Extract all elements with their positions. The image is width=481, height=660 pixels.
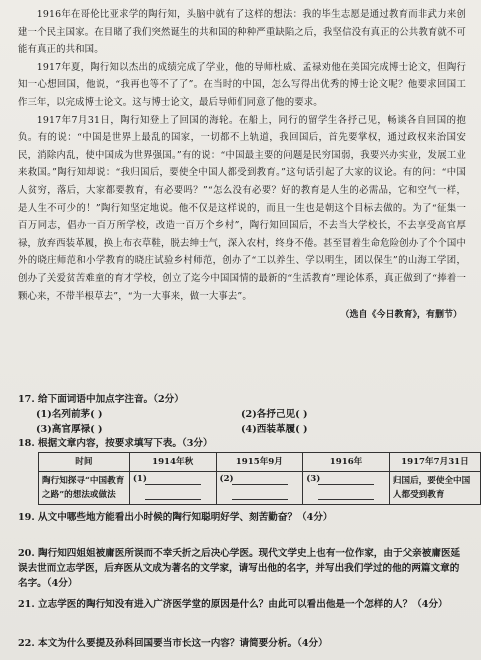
answer-cell-1-number: (1) bbox=[132, 474, 147, 484]
answer-blank-1b bbox=[145, 488, 201, 500]
passage-paragraph-1: 1916年在哥伦比亚求学的陶行知，头脑中就有了这样的想法：我的毕生志愿是通过教育而非武力来创建一个民主国家。在目睹了我们突然诞生的共和国的种种严重缺陷之后，我坚信没有真正的公共教育就不可能有真正的共和国。 bbox=[18, 9, 466, 56]
passage-paragraph-3: 1917年7月31日，陶行知登上了回国的海轮。在船上，同行的留学生各抒己见，畅谈各自回国的抱负。有的说：“中国是世界上最乱的国家，一切都不上轨道，我回国后，首先要掌权，通过政权来治国安民，消除内乱，使中国成为世界强国。”有的说：“中国最主要的问题是民穷国弱，我要兴办实业，发展工业来救国。”陶行知却说：“我归国后，要使全中国人都受到教育。”这句话引起了大家的议论。有的问：“中国人贫穷，落后，大家都要教育，有必要吗？”“怎么没有必要？好的教育是人生的必需品，它和空气一样，是人生不可少的！”陶行知坚定地说。他不仅是这样说的，而且一生也是朝这个目标去做的。为了“征集一百万同志，倡办一百万所学校，改造一百万个乡村”，陶行知回国后，不去当大学校长，不去享受高官厚禄，放弃西装革履，换上布衣草鞋，脱去绅士气，深入农村，终身不倦。甚至冒着生命危险创办了个个国中外的晓庄师范和小学教育的晓庄试验乡村师范，创办了“工以养生、学以明生，团以保生”的山海工学团，创办了关爱贫苦难童的育才学校，创立了迄今中国国情的最新的“生活教育”理论体系，真正做到了“捧着一颗心来，不带半根草去”，“为一大事来，做一大事去”。 bbox=[18, 114, 466, 302]
q18-table-row bbox=[39, 472, 481, 505]
q18-table bbox=[38, 452, 481, 505]
answer-cell-2-number: (2) bbox=[219, 474, 234, 484]
q17-option-1: (1)名列前茅( ) bbox=[36, 409, 103, 420]
passage-paragraph-2: 1917年夏，陶行知以杰出的成绩完成了学业，他的导师杜威、孟禄劝他在美国完成博士论文，但陶行知一心想回国，他说，“我再也等不了了”。在当时的中国，怎么写得出优秀的博士论文呢？他要求回国工作三年，以完成博士论文。这与博士论文，最后导师们同意了他的要求。 bbox=[18, 61, 466, 108]
question-21: 21. 立志学医的陶行知没有进入广济医学堂的原因是什么？由此可以看出他是一个怎样的人？（4分） bbox=[18, 599, 448, 610]
q17-option-4: (4)西装革履( ) bbox=[241, 424, 308, 435]
answer-blank-3a bbox=[318, 473, 374, 485]
answer-cell-1[interactable] bbox=[129, 472, 216, 505]
question-18-title: 18. 根据文章内容，按要求填写下表。（3分） bbox=[18, 438, 213, 449]
header-1914: 1914年秋 bbox=[129, 453, 216, 472]
answer-blank-2b bbox=[232, 488, 288, 500]
given-answer-cell: 归国后，要使全中国人都受到教育 bbox=[389, 472, 480, 505]
q17-option-2: (2)各抒己见( ) bbox=[241, 409, 308, 420]
reading-passage bbox=[18, 6, 466, 323]
question-17-options bbox=[36, 407, 456, 437]
answer-blank-3b bbox=[318, 488, 374, 500]
question-19: 19. 从文中哪些地方能看出小时候的陶行知聪明好学、刻苦勤奋？（4分） bbox=[18, 512, 333, 523]
header-time: 时间 bbox=[39, 453, 130, 472]
q17-option-3: (3)高官厚禄( ) bbox=[36, 424, 103, 435]
header-1917: 1917年7月31日 bbox=[389, 453, 480, 472]
answer-cell-2[interactable] bbox=[216, 472, 303, 505]
answer-cell-3-number: (3) bbox=[306, 474, 321, 484]
question-22: 22. 本文为什么要提及孙科回国要当市长这一内容？请简要分析。（4分） bbox=[18, 638, 328, 649]
header-1916: 1916年 bbox=[303, 453, 390, 472]
answer-blank-1a bbox=[145, 473, 201, 485]
passage-source: （选自《今日教育》，有删节） bbox=[340, 310, 462, 321]
header-1915: 1915年9月 bbox=[216, 453, 303, 472]
answer-cell-3[interactable] bbox=[303, 472, 390, 505]
question-17-title: 17. 给下面词语中加点字注音。（2分） bbox=[18, 394, 184, 405]
answer-blank-2a bbox=[232, 473, 288, 485]
row-label: 陶行知探寻“中国教育之路”的想法或做法 bbox=[39, 472, 130, 505]
q18-table-header bbox=[39, 453, 481, 472]
question-20: 20. 陶行知四姐姐被庸医所误而不幸夭折之后决心学医。现代文学史上也有一位作家，由于父亲被庸医延误去世而立志学医，后弃医从文成为著名的文学家，请写出他的名字，并写出我们学过的他的两篇文章的名字。（4分） bbox=[18, 548, 461, 589]
